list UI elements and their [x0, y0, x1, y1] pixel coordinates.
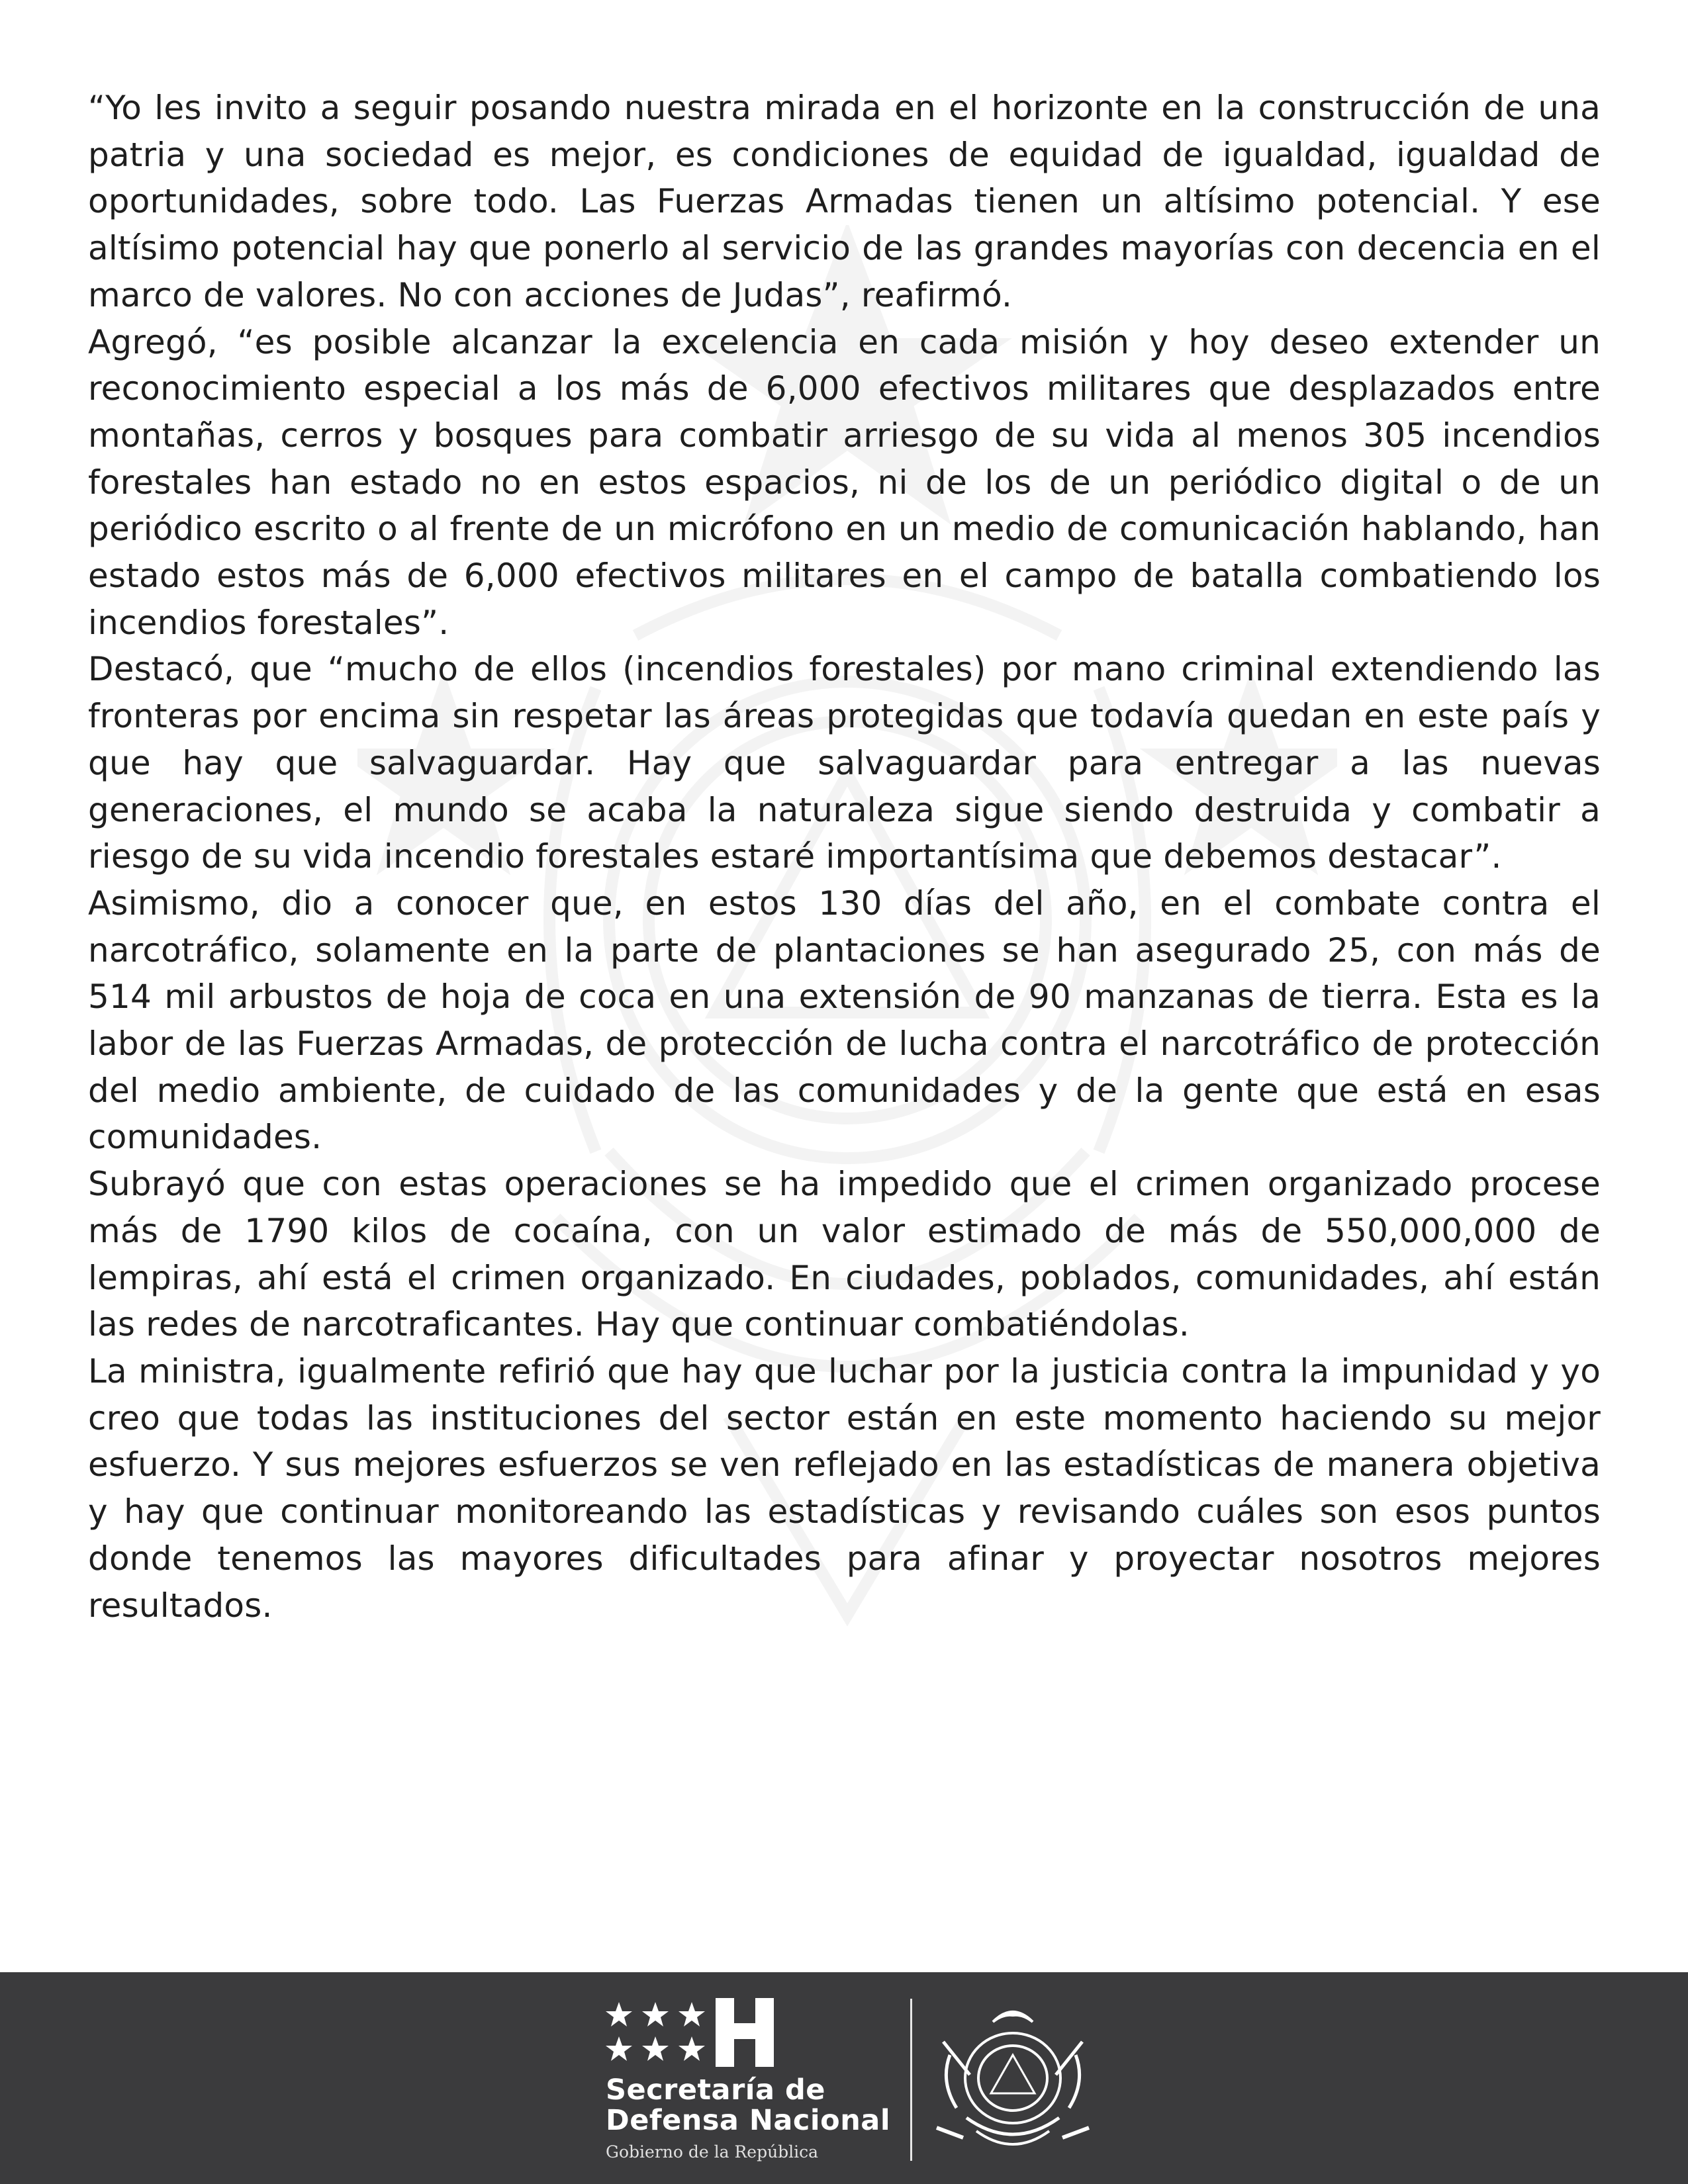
paragraph-4: Asimismo, dio a conocer que, en estos 130 días del año, en el combate contra el narcotráfico, solamente en la parte de plantaciones se han asegurado 25, con más de 514 mil arbustos de hoja de coca en una extensión de 90 manzanas de tierra. Esta es la labor de las Fuerzas Armadas, de protección de lucha contra el narcotráfico de protección del medio ambiente, de cuidado de las comunidades y de la gente que está en esas comunidades. [88, 884, 1601, 1157]
government-tagline: Gobierno de la República [606, 2142, 819, 2161]
h-logo-icon [712, 1995, 778, 2070]
org-name-line1: Secretaría de [606, 2073, 825, 2107]
coat-of-arms-icon [930, 1995, 1096, 2161]
page-footer [0, 1972, 1688, 2184]
footer-branding [606, 1995, 1149, 2164]
org-name-line2: Defensa Nacional [606, 2104, 891, 2137]
footer-divider [910, 1999, 912, 2161]
paragraph-2: Agregó, “es posible alcanzar la excelencia en cada misión y hoy deseo extender un reconocimiento especial a los más de 6,000 efectivos militares que desplazados entre montañas, cerros y bosques para combatir arriesgo de su vida al menos 305 incendios forestales han estado no en estos espacios, ni de los de un periódico digital o de un periódico escrito o al frente de un micrófono en un medio de comunicación hablando, han estado estos más de 6,000 efectivos militares en el campo de batalla combatiendo los incendios forestales”. [88, 322, 1601, 642]
paragraph-5: Subrayó que con estas operaciones se ha impedido que el crimen organizado procese más de 1790 kilos de cocaína, con un valor estimado de más de 550,000,000 de lempiras, ahí está el crimen organizado. En ciudades, poblados, comunidades, ahí están las redes de narcotraficantes. Hay que continuar combatiéndolas. [88, 1165, 1601, 1344]
paragraph-3: Destacó, que “mucho de ellos (incendios forestales) por mano criminal extendiendo las fronteras por encima sin respetar las áreas protegidas que todavía quedan en este país y que hay que salvaguardar. Hay que salvaguardar para entregar a las nuevas generaciones, el mundo se acaba la naturaleza sigue siendo destruida y combatir a riesgo de su vida incendio forestales estaré importantísima que debemos destacar”. [88, 650, 1601, 876]
paragraph-1: “Yo les invito a seguir posando nuestra mirada en el horizonte en la construcción de una patria y una sociedad es mejor, es condiciones de equidad de igualdad, igualdad de oportunidades, sobre todo. Las Fuerzas Armadas tienen un altísimo potencial. Y ese altísimo potencial hay que ponerlo al servicio de las grandes mayorías con decencia en el marco de valores. No con acciones de Judas”, reafirmó. [88, 89, 1601, 314]
article-body [88, 85, 1601, 1629]
paragraph-6: La ministra, igualmente refirió que hay que luchar por la justicia contra la impunidad y yo creo que todas las instituciones del sector están en este momento haciendo su mejor esfuerzo. Y sus mejores esfuerzos se ven reflejado en las estadísticas de manera objetiva y hay que continuar monitoreando las estadísticas y revisando cuáles son esos puntos donde tenemos las mayores dificultades para afinar y proyectar nosotros mejores resultados. [88, 1351, 1601, 1625]
